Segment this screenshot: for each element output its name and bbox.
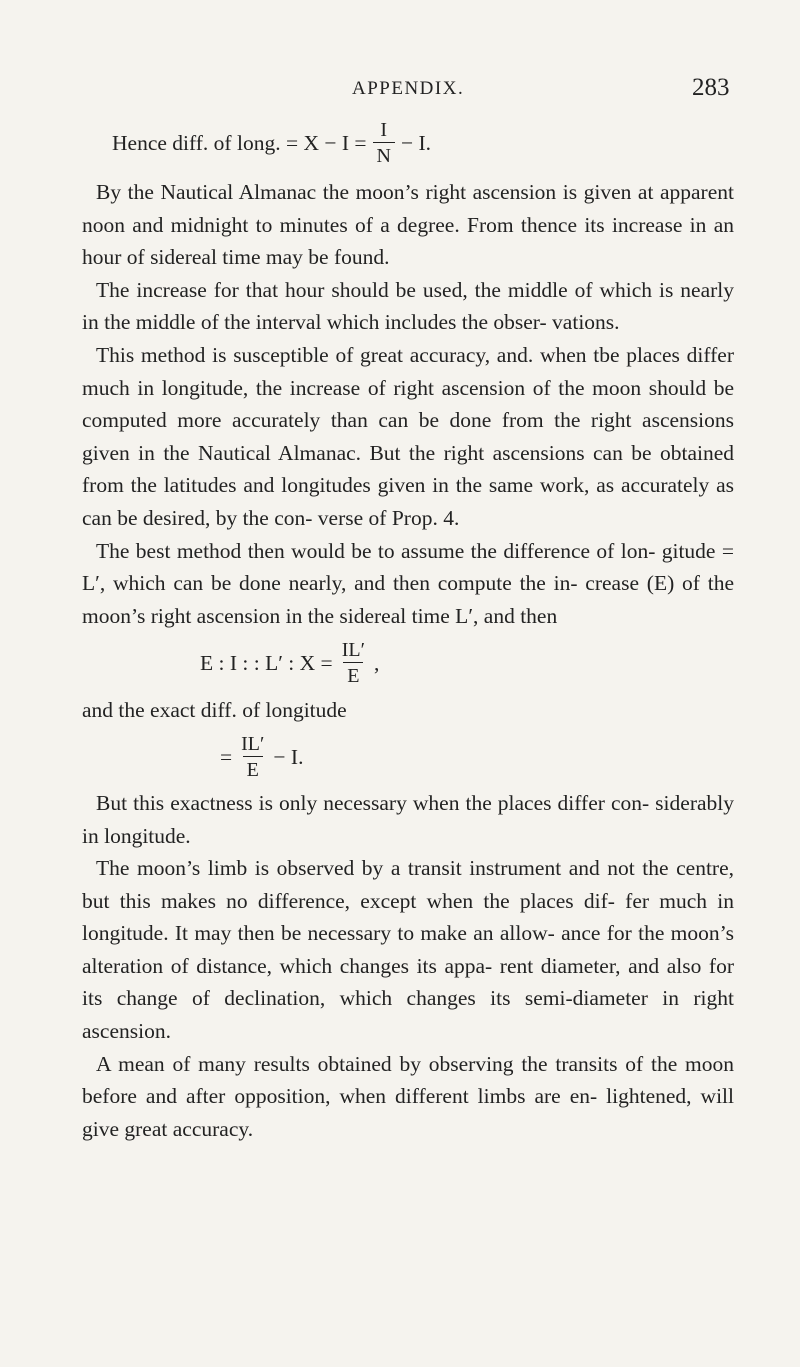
equation-lhs: Hence diff. of long. = X − I = bbox=[112, 130, 367, 155]
equation-lhs: E : I : : L′ : X = bbox=[200, 651, 333, 676]
fraction-numerator: I bbox=[380, 119, 388, 141]
equation-rhs: − I. bbox=[273, 744, 304, 769]
running-head bbox=[0, 74, 800, 108]
paragraph: The best method then would be to assume the difference of lon- gitude = L′, which can be done nearly, and then compute the in- crease (E) of the moon’s right ascension in the sidereal time L′, and then bbox=[82, 538, 734, 628]
paragraph: This method is susceptible of great accuracy, and. when tbe places differ much in longitude, the increase of right ascension of the moon should be computed more accurately than can be done from the right ascensions given in the Nautical Almanac. But the right ascensions can be obtained from the latitudes and longitudes given in the same work, as accurately as can be desired, by the con- verse of Prop. 4. bbox=[82, 342, 734, 530]
fraction-denominator: E bbox=[343, 662, 363, 686]
fraction-denominator: E bbox=[243, 756, 263, 780]
body-text bbox=[82, 110, 734, 1145]
equation-proportion bbox=[200, 632, 734, 694]
paragraph: But this exactness is only necessary when the places differ con- siderably in longitude. bbox=[82, 790, 734, 848]
fraction-numerator: IL′ bbox=[341, 639, 365, 662]
fraction bbox=[373, 120, 395, 166]
fraction-denominator: N bbox=[373, 142, 395, 166]
paragraph: The moon’s limb is observed by a transit instrument and not the centre, but this makes no difference, except when the places dif- fer much in longitude. It may then be necessary to make an allow- ance for the moon’s alteration of distance, which changes its appa- rent diameter, and also for its change of declination, which changes its semi-diameter in right ascension. bbox=[82, 856, 734, 1044]
fraction-numerator: IL′ bbox=[241, 732, 265, 755]
paragraph: The increase for that hour should be used, the middle of which is nearly in the middle of the interval which includes the obser- vations. bbox=[82, 277, 734, 335]
running-title: APPENDIX. bbox=[352, 78, 465, 99]
paragraph: A mean of many results obtained by observing the transits of the moon before and after opposition, when different limbs are en- lightened, will give great accuracy. bbox=[82, 1051, 734, 1141]
equation-lhs: = bbox=[220, 744, 233, 769]
equation-exact-difference bbox=[220, 727, 734, 787]
fraction bbox=[339, 640, 368, 686]
paragraph: and the exact diff. of longitude bbox=[82, 698, 347, 723]
equation-rhs: − I. bbox=[400, 130, 432, 155]
page-number: 283 bbox=[692, 74, 730, 101]
equation-rhs: , bbox=[373, 651, 380, 676]
paragraph: By the Nautical Almanac the moon’s right ascension is given at apparent noon and midnight to minutes of a degree. From thence its increase in an hour of sidereal time may be found. bbox=[82, 180, 734, 270]
fraction bbox=[238, 734, 267, 780]
equation-longitude-difference bbox=[112, 110, 734, 176]
